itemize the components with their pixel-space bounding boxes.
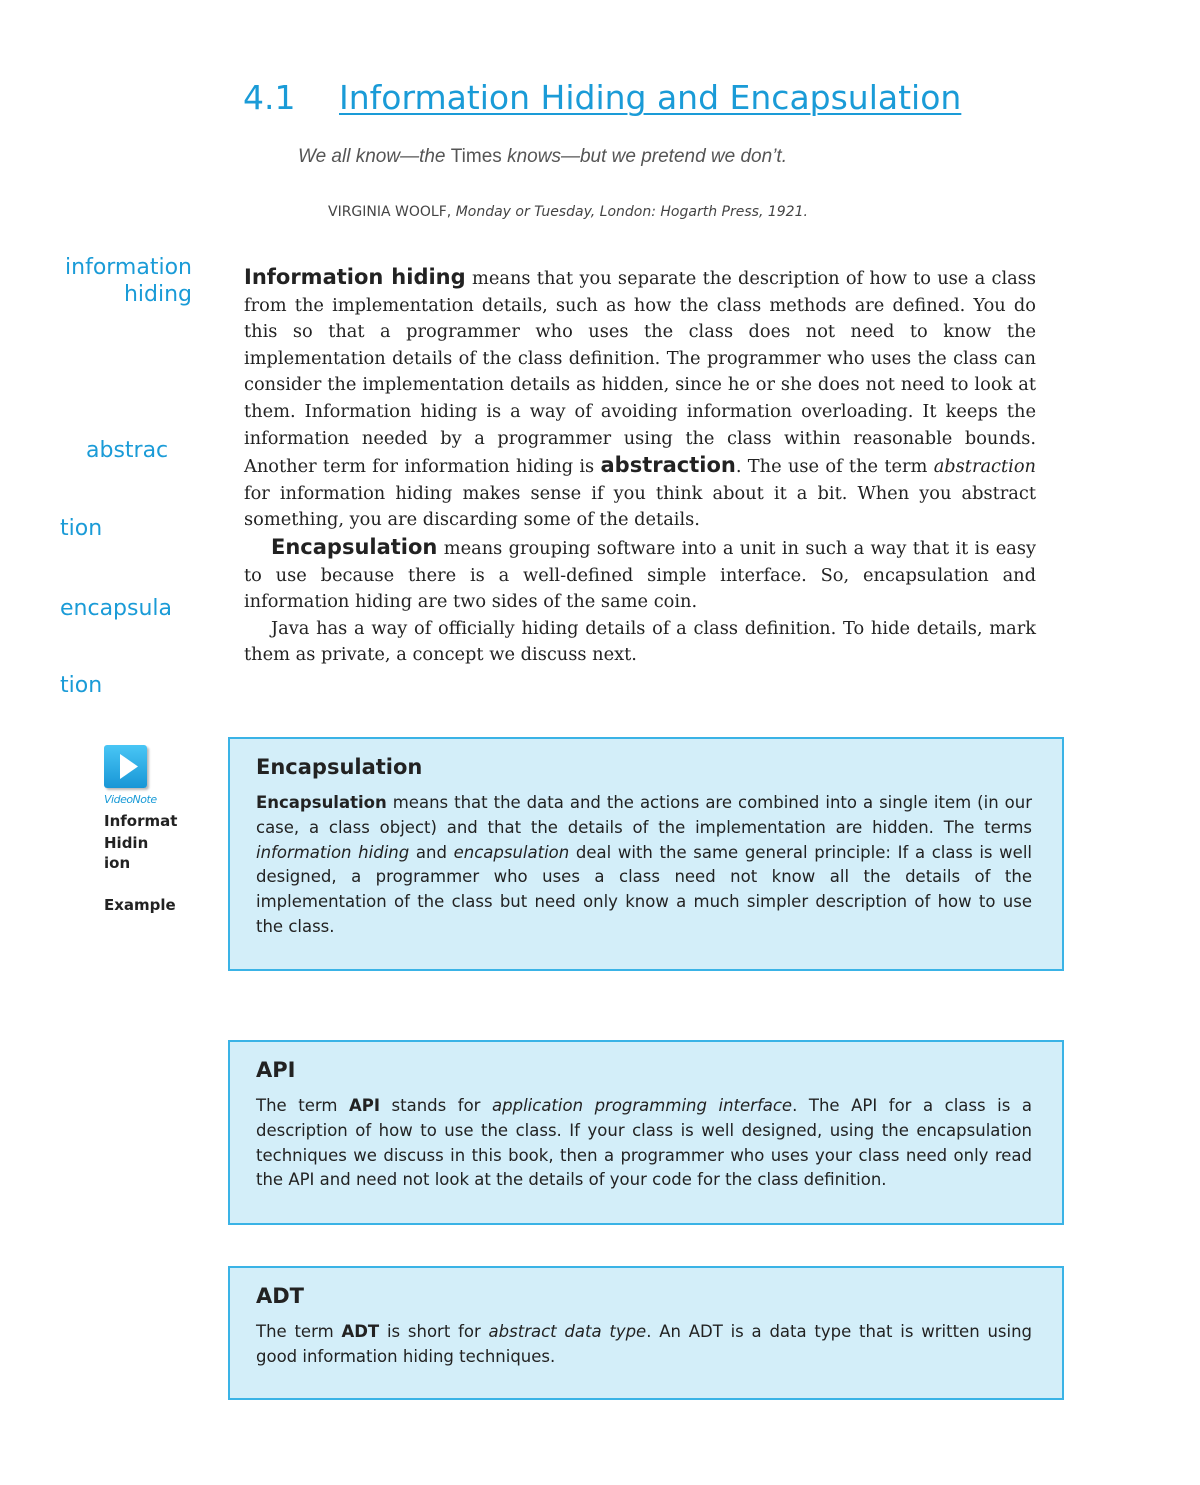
box-title: API (256, 1058, 296, 1082)
body-text (244, 264, 1036, 669)
margin-note-abstraction: abstrac (86, 438, 169, 463)
box-text: The term API stands for application programming interface. The API for a class is a description of how to use the class. If your class is well designed, using the encapsulation techniques we discuss in this book, then a programmer who uses your class need only read the API and need not look at the details of your code for the class definition. (256, 1096, 1032, 1190)
paragraph: Java has a way of officially hiding details of a class definition. To hide details, mark them as private, a concept we discuss next. (244, 617, 1036, 666)
definition-box-encapsulation (228, 737, 1064, 971)
margin-note-encapsulation-cont: tion (60, 673, 103, 698)
videonote-play-icon[interactable] (104, 745, 147, 788)
section-title: Information Hiding and Encapsulation (339, 78, 962, 117)
section-heading (243, 78, 961, 117)
definition-box-api (228, 1040, 1064, 1225)
definition-box-adt (228, 1266, 1064, 1400)
paragraph: Information hiding means that you separate the description of how to use a class from the implementation details, such as how the class methods are defined. You do this so that a programmer who uses the class does not need to know the implementation details of the class definition. The programmer who uses the class can consider the implementation details as hidden, since he or she does not need to look at them. Information hiding is a way of avoiding information overloading. It keeps the information needed by a programmer using the class within reasonable bounds. Another term for information hiding is abstraction. The use of the term abstraction for information hiding makes sense if you think about it a bit. When you abstract something, you are discarding some of the details. (244, 265, 1037, 531)
videonote-title-line: Hidin (104, 834, 149, 852)
videonote-title-line: Informat (104, 812, 178, 830)
paragraph: Encapsulation means grouping software into a unit in such a way that it is easy to use because there is a well-defined simple interface. So, encapsulation and information hiding are two sides of the same coin. (244, 534, 1036, 613)
margin-note-encapsulation: encapsula (60, 596, 173, 621)
section-number: 4.1 (243, 78, 296, 117)
margin-note-information-hiding: information hiding (65, 255, 192, 307)
epigraph-quote: We all know—the Times knows—but we pretend we don’t. (298, 146, 787, 167)
videonote-title-line: ion (104, 854, 131, 872)
box-title: ADT (256, 1284, 305, 1308)
box-text: The term ADT is short for abstract data type. An ADT is a data type that is written using good information hiding techniques. (256, 1322, 1033, 1366)
box-text: Encapsulation means that the data and the actions are combined into a single item (in our case, a class object) and that the details of the implementation are hidden. The terms information hiding and encapsulation deal with the same general principle: If a class is well designed, a programmer who uses a class need not know all the details of the implementation of the class but need only know a much simpler description of how to use the class. (256, 793, 1032, 936)
box-title: Encapsulation (256, 755, 423, 779)
play-icon (104, 745, 147, 788)
epigraph-attribution: VIRGINIA WOOLF, Monday or Tuesday, London: Hogarth Press, 1921. (328, 204, 808, 220)
margin-note-abstraction-cont: tion (60, 516, 103, 541)
videonote-label: VideoNote (104, 793, 157, 806)
videonote-title-line: Example (104, 896, 176, 914)
